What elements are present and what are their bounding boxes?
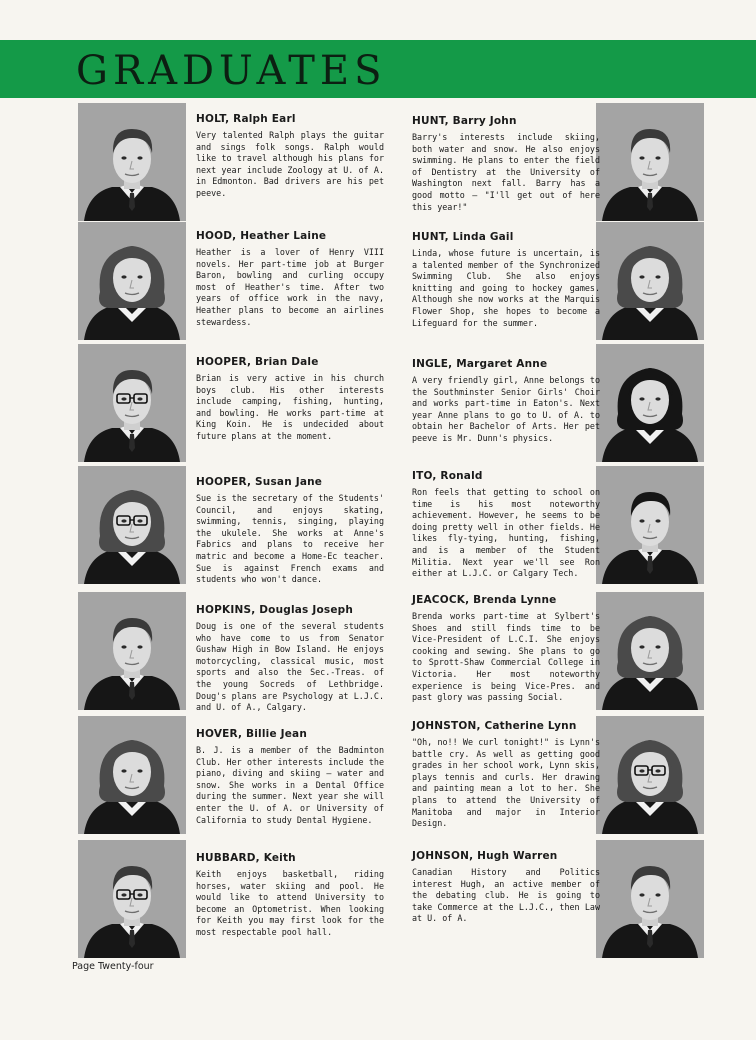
graduate-photo (78, 592, 186, 710)
graduate-photo (596, 466, 704, 584)
graduate-name: HUNT, Barry John (412, 115, 517, 127)
graduate-photo (78, 103, 186, 221)
graduate-name: INGLE, Margaret Anne (412, 358, 548, 370)
graduate-name: ITO, Ronald (412, 470, 483, 482)
graduate-entry (196, 113, 384, 200)
graduate-name: HUNT, Linda Gail (412, 231, 514, 243)
graduate-name: HUBBARD, Keith (196, 852, 296, 864)
graduate-entry (412, 594, 600, 704)
graduate-entry (412, 720, 600, 830)
page-number: Page Twenty-four (72, 961, 154, 972)
graduate-photo (78, 716, 186, 834)
graduate-bio: Brenda works part-time at Sylbert's Shoes and still finds time to be Vice-President of L.C.I. She enjoys cooking and sewing. She plans to go to Sprott-Shaw Commercial College in Victoria. Her most noteworthy experience is being Vice-Pres. and past glory was passing Social. (412, 611, 600, 703)
graduate-bio: Sue is the secretary of the Students' Council, and enjoys skating, swimming, tennis, singing, playing the ukulele. She works at Anne's Fabrics and plans to receive her matric and become a Home-Ec teacher. Sue is against French exams and students who won't dance. (196, 493, 384, 585)
graduate-bio: B. J. is a member of the Badminton Club. Her other interests include the piano, diving and skiing — water and snow. She works in a Dental Office during the summer. Next year she will enter the U. of A. or University of California to study Dental Hygiene. (196, 745, 384, 825)
graduate-bio: Canadian History and Politics interest Hugh, an active member of the debating club. He is going to take Commerce at the L.J.C., then Law at U. of A. (412, 867, 600, 924)
graduate-name: HOOPER, Susan Jane (196, 476, 323, 488)
graduate-photo (78, 466, 186, 584)
graduate-entry (196, 356, 384, 443)
graduate-name: HOLT, Ralph Earl (196, 113, 296, 125)
page-title: GRADUATES (76, 48, 387, 94)
graduate-photo (78, 344, 186, 462)
graduate-entry (412, 231, 600, 329)
graduate-entry (196, 604, 384, 714)
graduate-photo (78, 840, 186, 958)
graduate-bio: Keith enjoys basketball, riding horses, water skiing and pool. He would like to attend University to become an Optometrist. When looking for Keith you may first look for the most respectable pool hall. (196, 869, 384, 937)
graduate-bio: Brian is very active in his church boys club. His other interests include camping, fishing, hunting, and bowling. He works part-time at King Koin. He is undecided about future plans at the moment. (196, 373, 384, 441)
graduate-entry (412, 115, 600, 213)
graduate-photo (596, 344, 704, 462)
graduate-bio: Very talented Ralph plays the guitar and sings folk songs. Ralph would like to travel although his plans for next year include Zoology at U. of A. in Edmonton. Bad drivers are his pet peeve. (196, 130, 384, 198)
graduate-photo (596, 840, 704, 958)
graduate-bio: Ron feels that getting to school on time is his most noteworthy achievement. However, he seems to be doing pretty well in other fields. He likes fly-tying, hunting, fishing, and is a member of the Student Militia. Next year we'll see Ron either at L.J.C. or Calgary Tech. (412, 487, 600, 579)
graduate-name: HOOPER, Brian Dale (196, 356, 319, 368)
graduate-name: HOVER, Billie Jean (196, 728, 308, 740)
graduate-bio: Heather is a lover of Henry VIII novels. Her part-time job at Burger Baron, bowling and curling occupy most of Heather's time. After two years of office work in the navy, Heather plans to become an airlines stewardess. (196, 247, 384, 327)
graduate-bio: Linda, whose future is uncertain, is a talented member of the Synchronized Swimming Club. She also enjoys knitting and going to hockey games. Although she now works at the Marquis Flower Shop, she hopes to become a Lifeguard for the summer. (412, 248, 600, 328)
graduate-entry (412, 850, 600, 925)
graduate-name: HOOD, Heather Laine (196, 230, 327, 242)
graduate-name: JOHNSON, Hugh Warren (412, 850, 558, 862)
graduate-entry (196, 230, 384, 328)
graduate-name: JEACOCK, Brenda Lynne (412, 594, 557, 606)
graduate-entry (196, 476, 384, 586)
graduate-bio: Barry's interests include skiing, both water and snow. He also enjoys swimming. He plans to enter the field of Dentistry at the University of Washington next fall. Barry has a good motto — "I'll get out of here this year!" (412, 132, 600, 212)
graduate-name: HOPKINS, Douglas Joseph (196, 604, 354, 616)
graduate-name: JOHNSTON, Catherine Lynn (412, 720, 577, 732)
graduates-banner (0, 40, 756, 98)
graduate-bio: Doug is one of the several students who have come to us from Senator Gushaw High in Bow Island. He enjoys motorcycling, classical music, most sports and also the Sec.-Treas. of the young Socreds of Lethbridge. Doug's plans are Psychology at L.J.C. and U. of A., Calgary. (196, 621, 384, 713)
graduate-entry (196, 728, 384, 826)
graduate-photo (596, 222, 704, 340)
graduate-photo (596, 716, 704, 834)
graduate-bio: "Oh, no!! We curl tonight!" is Lynn's battle cry. As well as getting good grades in her school work, Lynn skis, plays tennis and curls. Her drawing and painting mean a lot to her. She plans to attend the University of Manitoba and major in Interior Design. (412, 737, 600, 829)
graduate-photo (78, 222, 186, 340)
graduate-entry (412, 470, 600, 580)
graduate-bio: A very friendly girl, Anne belongs to the Southminster Senior Girls' Choir and works part-time in Eaton's. Next year Anne plans to go to U. of A. to obtain her Bachelor of Arts. Her pet peeve is Mr. Dunn's physics. (412, 375, 600, 443)
graduate-entry (412, 358, 600, 445)
graduate-photo (596, 103, 704, 221)
graduate-photo (596, 592, 704, 710)
graduate-entry (196, 852, 384, 939)
